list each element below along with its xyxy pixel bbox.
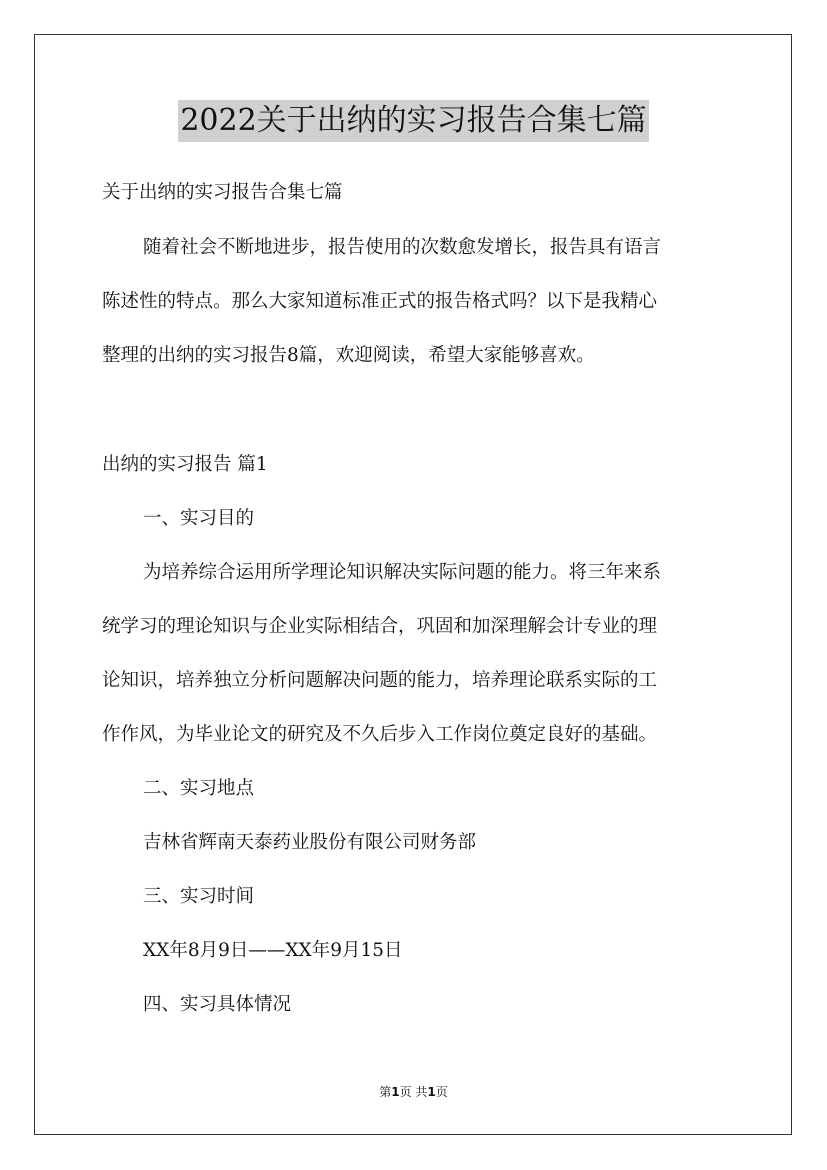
- footer-prefix: 第: [379, 1085, 392, 1099]
- item4-heading: 四、实习具体情况: [143, 994, 292, 1015]
- footer-suffix: 页: [435, 1085, 448, 1099]
- title-container: [0, 100, 827, 142]
- item2-text: 吉林省辉南天泰药业股份有限公司财务部: [143, 832, 477, 853]
- item1-line: 作作风，为毕业论文的研究及不久后步入工作岗位奠定良好的基础。: [102, 724, 658, 745]
- intro-line: 陈述性的特点。那么大家知道标准正式的报告格式吗？以下是我精心: [102, 291, 658, 312]
- intro-line: 整理的出纳的实习报告8篇，欢迎阅读，希望大家能够喜欢。: [102, 345, 595, 366]
- footer-mid: 页 共: [399, 1085, 428, 1099]
- item3-text: XX年8月9日——XX年9月15日: [143, 940, 403, 961]
- item1-line: 论知识，培养独立分析问题解决问题的能力，培养理论联系实际的工: [102, 670, 658, 691]
- footer-total-pages: 1: [427, 1085, 436, 1099]
- item2-heading: 二、实习地点: [143, 778, 255, 799]
- footer-current-page: 1: [391, 1085, 400, 1099]
- item1-line: 统学习的理论知识与企业实际相结合，巩固和加深理解会计专业的理: [102, 616, 658, 637]
- item1-heading: 一、实习目的: [143, 508, 255, 529]
- item3-heading: 三、实习时间: [143, 886, 255, 907]
- section-heading: 出纳的实习报告 篇1: [102, 454, 268, 475]
- page-footer: [0, 1083, 827, 1100]
- document-subtitle: 关于出纳的实习报告合集七篇: [102, 182, 343, 203]
- document-title: 2022关于出纳的实习报告合集七篇: [178, 100, 648, 142]
- intro-line: 随着社会不断地进步，报告使用的次数愈发增长，报告具有语言: [143, 237, 662, 258]
- item1-line: 为培养综合运用所学理论知识解决实际问题的能力。将三年来系: [143, 562, 662, 583]
